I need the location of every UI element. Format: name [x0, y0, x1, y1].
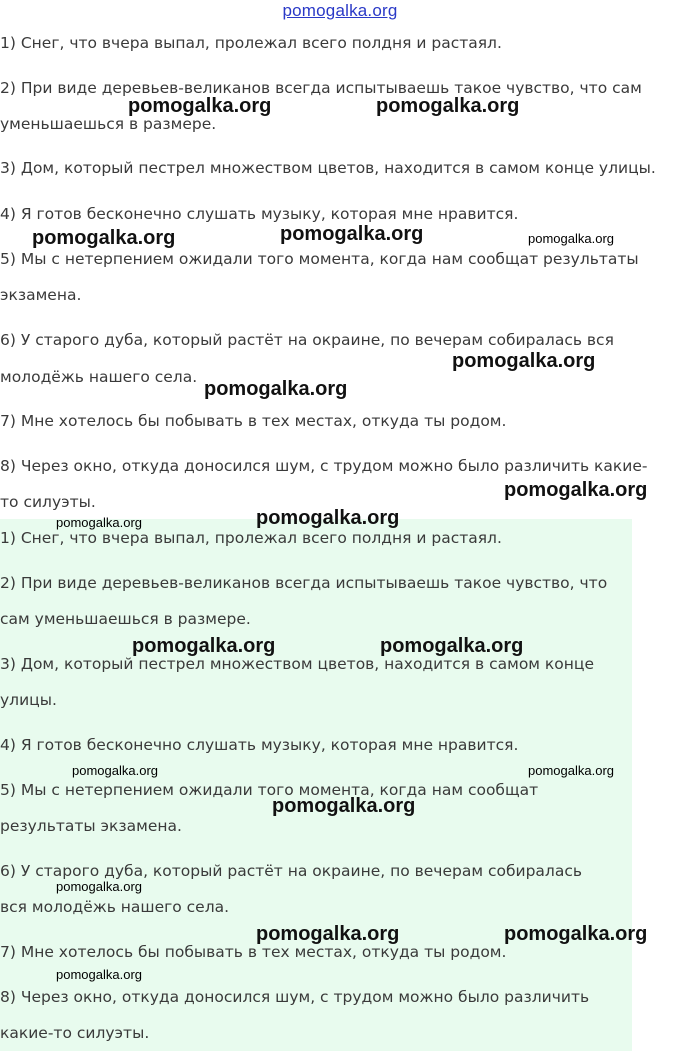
watermark: pomogalka.org — [256, 507, 400, 529]
text-line: улицы. — [0, 691, 57, 709]
text-line: 4) Я готов бесконечно слушать музыку, которая мне нравится. — [0, 736, 519, 754]
text-line: результаты экзамена. — [0, 817, 182, 835]
text-line: 5) Мы с нетерпением ожидали того момента, когда нам сообщат — [0, 781, 539, 799]
text-line: 2) При виде деревьев-великанов всегда испытываешь такое чувство, что сам — [0, 79, 642, 97]
watermark: pomogalka.org — [132, 635, 276, 657]
watermark: pomogalka.org — [128, 95, 272, 117]
text-line: вся молодёжь нашего села. — [0, 898, 230, 916]
watermark: pomogalka.org — [56, 967, 142, 982]
text-line: 8) Через окно, откуда доносился шум, с трудом можно было различить какие- — [0, 457, 648, 475]
text-line: 2) При виде деревьев-великанов всегда испытываешь такое чувство, что — [0, 574, 608, 592]
text-line: уменьшаешься в размере. — [0, 115, 217, 133]
watermark: pomogalka.org — [380, 635, 524, 657]
watermark: pomogalka.org — [72, 763, 158, 778]
watermark: pomogalka.org — [528, 763, 614, 778]
watermark: pomogalka.org — [452, 350, 596, 372]
watermark: pomogalka.org — [376, 95, 520, 117]
watermark: pomogalka.org — [504, 923, 648, 945]
watermark: pomogalka.org — [56, 515, 142, 530]
text-line: 1) Снег, что вчера выпал, пролежал всего полдня и растаял. — [0, 529, 502, 547]
text-line: то силуэты. — [0, 493, 96, 511]
text-line: сам уменьшаешься в размере. — [0, 610, 251, 628]
text-line: 8) Через окно, откуда доносился шум, с трудом можно было различить — [0, 988, 590, 1006]
text-line: 4) Я готов бесконечно слушать музыку, которая мне нравится. — [0, 205, 519, 223]
watermark: pomogalka.org — [528, 231, 614, 246]
watermark: pomogalka.org — [504, 479, 648, 501]
watermark: pomogalka.org — [256, 923, 400, 945]
text-line: 6) У старого дуба, который растёт на окраине, по вечерам собиралась вся — [0, 331, 614, 349]
watermark: pomogalka.org — [272, 795, 416, 817]
watermark: pomogalka.org — [56, 879, 142, 894]
text-line: какие-то силуэты. — [0, 1024, 150, 1042]
text-line: экзамена. — [0, 286, 82, 304]
text-line: 3) Дом, который пестрел множеством цветов, находится в самом конце улицы. — [0, 159, 656, 177]
text-line: 7) Мне хотелось бы побывать в тех местах, откуда ты родом. — [0, 943, 507, 961]
text-line: 5) Мы с нетерпением ожидали того момента, когда нам сообщат результаты — [0, 250, 639, 268]
watermark: pomogalka.org — [32, 227, 176, 249]
text-line: 1) Снег, что вчера выпал, пролежал всего полдня и растаял. — [0, 34, 502, 52]
text-line: 3) Дом, который пестрел множеством цветов, находится в самом конце — [0, 655, 594, 673]
text-line: 6) У старого дуба, который растёт на окраине, по вечерам собиралась — [0, 862, 582, 880]
watermark: pomogalka.org — [280, 223, 424, 245]
site-link[interactable]: pomogalka.org — [282, 1, 398, 20]
text-line: 7) Мне хотелось бы побывать в тех местах, откуда ты родом. — [0, 412, 507, 430]
text-line: молодёжь нашего села. — [0, 368, 198, 386]
watermark: pomogalka.org — [204, 378, 348, 400]
